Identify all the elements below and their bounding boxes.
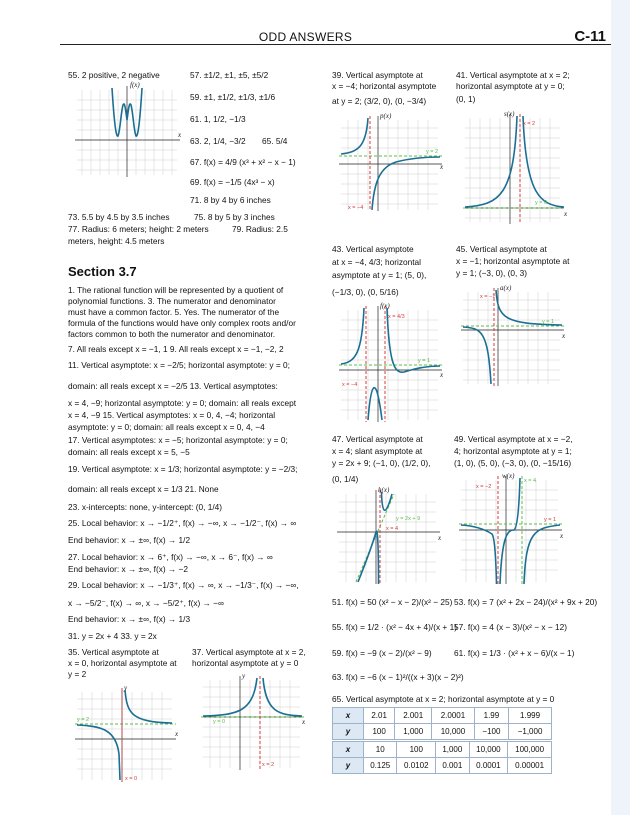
answer-43-a: 43. Vertical asymptote	[332, 244, 414, 254]
x-label: x	[438, 534, 442, 542]
answer-77: 77. Radius: 6 meters; height: 2 meters	[68, 224, 209, 234]
s-line-7: 11. Vertical asymptote: x = −2/5; horizontal asymptote: y = 0;	[68, 360, 290, 370]
s-line-1: 1. The rational function will be represented by a quotient of	[68, 285, 284, 295]
curve-middle	[500, 478, 520, 584]
graph-39	[336, 112, 446, 214]
x-label: x	[302, 718, 306, 726]
cell: −100	[474, 724, 508, 740]
answer-41-c: (0, 1)	[456, 94, 476, 104]
v-asymptote-label-1: x = −4	[342, 382, 358, 388]
cell: −1,000	[509, 724, 552, 740]
v-asymptote-label: x = −1	[480, 294, 496, 300]
v-asymptote-label: x = 4	[386, 526, 399, 532]
answer-53: 53. f(x) = 7 (x² + 2x − 24)/(x² + 9x + 20)	[454, 597, 598, 607]
curve-left	[341, 118, 368, 154]
answer-71: 71. 8 by 4 by 6 inches	[190, 195, 271, 205]
s-line-20: End behavior: x → ±∞, f(x) → −2	[68, 564, 188, 574]
s-line-5: factors common to both the numerator and denominator.	[68, 329, 276, 339]
answer-73: 73. 5.5 by 4.5 by 3.5 inches	[68, 212, 170, 222]
v-asymptote-label-2: x = 4/3	[388, 314, 405, 320]
graph-43	[336, 302, 448, 424]
h-asymptote-label: y = 2	[77, 717, 90, 723]
answer-43-b: at x = −4, 4/3; horizontal	[332, 257, 422, 267]
graph-35	[72, 684, 182, 784]
graph-47	[334, 486, 446, 586]
cell: 1,000	[395, 724, 432, 740]
row-head: y	[333, 758, 364, 774]
answer-79-cont: meters, height: 4.5 meters	[68, 236, 165, 246]
answer-35-a: 35. Vertical asymptote at	[68, 647, 159, 657]
cell: 1.999	[509, 708, 552, 724]
curve-left	[341, 308, 364, 364]
s-line-12: 17. Vertical asymptotes: x = −5; horizontal asymptote: y = 0;	[68, 435, 288, 445]
y-label: f(x)	[130, 81, 140, 89]
row-head: y	[333, 724, 364, 740]
answer-61: 61. 1, 1/2, −1/3	[190, 114, 246, 124]
y-label: f(x)	[380, 302, 390, 310]
s-line-23: End behavior: x → ±∞, f(x) → 1/3	[68, 614, 191, 624]
answer-57r: 57. f(x) = 4 (x − 3)/(x² − x − 12)	[454, 622, 567, 632]
y-label: w(x)	[502, 472, 515, 480]
cell: 0.00001	[508, 758, 552, 774]
curve-left	[77, 725, 120, 780]
s-line-19: 27. Local behavior: x → 6⁺, f(x) → −∞, x → 6⁻, f(x) → ∞	[68, 552, 273, 562]
answer-47-b: x = 4; slant asymptote at	[332, 446, 423, 456]
h-asymptote-label: y = 0	[535, 200, 548, 206]
s-line-9: x = 4, −9; horizontal asymptote: y = 0; domain: all reals except	[68, 398, 297, 408]
section-heading: Section 3.7	[68, 264, 137, 279]
cell: 2.01	[364, 708, 395, 724]
curve-right	[382, 492, 393, 510]
row-head: x	[333, 742, 364, 758]
answer-69: 69. f(x) = −1/5 (4x³ − x)	[190, 177, 275, 187]
h-asymptote-label: y = 1	[418, 358, 431, 364]
y-label: h(x)	[378, 486, 390, 494]
answer-49-c: (1, 0), (5, 0), (−3, 0), (0, −15/16)	[454, 458, 572, 468]
table-row	[333, 742, 552, 758]
cell: 0.0102	[397, 758, 436, 774]
answer-41-a: 41. Vertical asymptote at x = 2;	[456, 70, 570, 80]
answer-39-a: 39. Vertical asymptote at	[332, 70, 423, 80]
side-strip	[611, 0, 630, 815]
answer-63: 63. 2, 1/4, −3/2	[190, 136, 246, 146]
y-label: a(x)	[500, 284, 512, 292]
v-asymptote-label-2: x = 4	[524, 478, 537, 484]
answer-49-a: 49. Vertical asymptote at x = −2,	[454, 434, 573, 444]
answer-35-c: y = 2	[68, 669, 87, 679]
v-asymptote-label: x = 2	[523, 121, 536, 127]
cell: 0.125	[364, 758, 397, 774]
answer-47-a: 47. Vertical asymptote at	[332, 434, 423, 444]
answer-67: 67. f(x) = 4/9 (x³ + x² − x − 1)	[190, 157, 296, 167]
cell: 100,000	[508, 742, 552, 758]
x-label: x	[440, 371, 444, 379]
grid	[463, 292, 560, 384]
answer-55r: 55. f(x) = 1/2 · (x² − 4x + 4)/(x + 1)	[332, 622, 457, 632]
cell: 1,000	[436, 742, 469, 758]
header-rule	[60, 44, 611, 45]
answer-65: 65. 5/4	[262, 136, 288, 146]
answer-39-b: x = −4; horizontal asymptote	[332, 81, 437, 91]
s-line-17: 25. Local behavior: x → −1/2⁺, f(x) → −∞, x → −1/2⁻, f(x) → ∞	[68, 518, 297, 528]
row-head: x	[333, 708, 364, 724]
table-end-behavior	[332, 741, 552, 774]
x-label: x	[440, 163, 444, 171]
y-label: y	[242, 672, 246, 680]
cell: 2.0001	[432, 708, 475, 724]
answer-37-b: horizontal asymptote at y = 0	[192, 658, 299, 668]
v-asymptote-label: x = 2	[262, 762, 275, 768]
answer-59: 59. ±1, ±1/2, ±1/3, ±1/6	[190, 92, 276, 102]
graph-41	[460, 110, 570, 228]
answer-49-b: 4; horizontal asymptote at y = 1;	[454, 446, 572, 456]
answer-45-b: x = −1; horizontal asymptote at	[456, 256, 570, 266]
cell: 0.001	[436, 758, 469, 774]
answer-55: 55. 2 positive, 2 negative	[68, 70, 160, 80]
v-asymptote-label: x = 0	[125, 776, 138, 782]
answer-43-d: (−1/3, 0), (0, 5/16)	[332, 287, 399, 297]
s-line-18: End behavior: x → ±∞, f(x) → 1/2	[68, 535, 191, 545]
grid	[465, 118, 560, 222]
x-label: x	[564, 210, 568, 218]
s-line-16: 23. x-intercepts: none, y-intercept: (0, 1/4)	[68, 502, 223, 512]
grid	[77, 692, 172, 780]
answer-43-c: asymptote at y = 1; (5, 0),	[332, 270, 427, 280]
curve-right	[372, 157, 440, 210]
y-label: y	[124, 684, 128, 692]
s-line-13: domain: all reals except x = 5, −5	[68, 447, 190, 457]
table-row	[333, 758, 552, 774]
cell: 100	[364, 724, 395, 740]
h-asymptote-label: y = 0	[213, 719, 226, 725]
answer-79: 79. Radius: 2.5	[232, 224, 288, 234]
curve-right	[524, 525, 560, 584]
cell: 10,000	[432, 724, 475, 740]
y-label: p(x)	[380, 112, 392, 120]
s-line-15: domain: all reals except x = 1/3 21. None	[68, 484, 219, 494]
answer-59r: 59. f(x) = −9 (x − 2)/(x² − 9)	[332, 648, 432, 658]
answer-37-a: 37. Vertical asymptote at x = 2,	[192, 647, 306, 657]
answer-63r: 63. f(x) = −6 (x − 1)²/((x + 3)(x − 2)²)	[332, 672, 464, 682]
answer-65r: 65. Vertical asymptote at x = 2; horizontal asymptote at y = 0	[332, 694, 555, 704]
answer-45-c: y = 1; (−3, 0), (0, 3)	[456, 268, 528, 278]
cell: 2.001	[395, 708, 432, 724]
s-line-6: 7. All reals except x = −1, 1 9. All reals except x = −1, −2, 2	[68, 344, 284, 354]
s-line-24: 31. y = 2x + 4 33. y = 2x	[68, 631, 157, 641]
cell: 10,000	[469, 742, 508, 758]
s-line-22: x → −5/2⁻, f(x) → ∞, x → −5/2⁺, f(x) → −∞	[68, 598, 224, 608]
curve-left	[461, 525, 497, 584]
s-line-2: polynomial functions. 3. The numerator and denominator	[68, 296, 276, 306]
answer-47-d: (0, 1/4)	[332, 474, 359, 484]
answer-35-b: x = 0, horizontal asymptote at	[68, 658, 177, 668]
curve-right	[523, 116, 564, 207]
curve-left	[358, 531, 379, 584]
answer-61r: 61. f(x) = 1/3 · (x² + x − 6)/(x − 1)	[454, 648, 575, 658]
table-near-asymptote	[332, 707, 552, 740]
graph-49	[456, 472, 570, 586]
curve-left	[465, 116, 517, 207]
x-label: x	[178, 131, 182, 139]
v-asymptote-label-1: x = −2	[476, 484, 492, 490]
answer-39-c: at y = 2; (3/2, 0), (0, −3/4)	[332, 96, 427, 106]
x-label: x	[175, 730, 179, 738]
graph-55	[72, 80, 184, 180]
v-asymptote-label: x = −4	[348, 205, 364, 211]
s-line-8: domain: all reals except x = −2/5 13. Vertical asymptotes:	[68, 381, 278, 391]
cell: 0.0001	[469, 758, 508, 774]
s-line-4: formula of the functions would have only complex roots and/or	[68, 318, 296, 328]
curve-middle	[368, 388, 382, 420]
answer-41-b: horizontal asymptote at y = 0;	[456, 81, 565, 91]
curve-left	[463, 327, 491, 384]
h-asymptote-label: y = 1	[542, 319, 555, 325]
h-asymptote-label: y = 1	[544, 517, 557, 523]
page-number: C-11	[574, 28, 606, 45]
table-row	[333, 724, 552, 740]
y-label: s(x)	[504, 110, 515, 118]
graph-45	[458, 284, 570, 388]
h-asymptote-label: y = 2	[426, 149, 439, 155]
s-line-3: must have a common factor. 5. Yes. The numerator of the	[68, 307, 280, 317]
cell: 10	[364, 742, 397, 758]
slant-asymptote-label: y = 2x + 9	[396, 516, 421, 522]
answer-75: 75. 8 by 5 by 3 inches	[194, 212, 275, 222]
answer-45-a: 45. Vertical asymptote at	[456, 244, 547, 254]
cell: 100	[397, 742, 436, 758]
x-label: x	[562, 332, 566, 340]
running-header: ODD ANSWERS	[258, 30, 353, 44]
answer-51: 51. f(x) = 50 (x² − x − 2)/(x² − 25)	[332, 597, 453, 607]
s-line-11: asymptote: y = 0; domain: all reals except x = 0, 4, −4	[68, 422, 265, 432]
s-line-10: x = 4, −9 15. Vertical asymptotes: x = 0, 4, −4; horizontal	[68, 410, 276, 420]
table-row	[333, 708, 552, 724]
answer-47-c: y = 2x + 9; (−1, 0), (1/2, 0),	[332, 458, 431, 468]
cell: 1.99	[474, 708, 508, 724]
graph-37	[198, 672, 310, 772]
answer-57: 57. ±1/2, ±1, ±5, ±5/2	[190, 70, 269, 80]
x-label: x	[560, 532, 564, 540]
s-line-21: 29. Local behavior: x → −1/3⁺, f(x) → ∞, x → −1/3⁻, f(x) → −∞,	[68, 580, 299, 590]
s-line-14: 19. Vertical asymptote: x = 1/3; horizontal asymptote: y = −2/3;	[68, 464, 298, 474]
